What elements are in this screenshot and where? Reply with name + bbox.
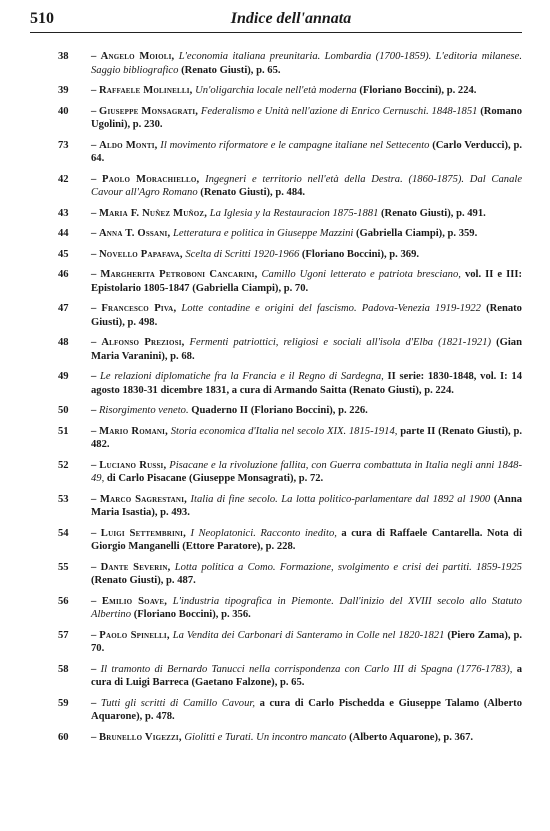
entry-author: Alfonso Preziosi, [101,337,185,348]
index-entry [58,370,522,397]
entry-dash: – [91,731,99,743]
entry-title: Risorgimento veneto. [98,405,189,416]
index-entry [58,493,522,520]
running-title: Indice dell'annata [230,10,352,27]
index-entry [58,105,522,132]
entry-number: 38 [58,51,69,62]
entry-title: Giolitti e Turati. Un incontro mancato [184,731,347,743]
entry-author: Giuseppe Monsagrati, [99,105,199,117]
entry-number: 49 [58,371,69,382]
page-header [30,10,522,33]
entry-title: I Neoplatonici. Racconto inedito, [190,527,337,539]
entry-reviewer-page: a cura di Raffaele Cantarella. Nota di Giorgio Manganelli (Ettore Paratore), p. 228. [91,527,523,552]
entry-number: 57 [58,629,69,641]
entry-reviewer-page: a cura di Carlo Pischedda e Giuseppe Talamo (Alberto Aquarone), p. 478. [91,697,522,722]
entry-number: 60 [58,731,69,743]
entry-dash: – [91,51,101,62]
entry-author: Novello Papafava, [98,248,183,260]
index-entry [58,731,522,745]
entry-author: Anna T. Ossani, [98,228,171,239]
entry-number: 51 [58,425,69,437]
entry-number: 52 [58,459,69,471]
index-entry [58,697,522,724]
entry-reviewer-page: (Piero Zama), p. 70. [91,629,523,654]
entry-reviewer-page: (Renato Giusti), p. 65. [181,64,281,76]
entry-title: Tutti gli scritti di Camillo Cavour, [100,697,255,709]
entry-reviewer-page: (Renato Giusti), p. 491. [381,207,486,219]
entry-title: Il tramonto di Bernardo Tanucci nella corrispondenza con Carlo III di Spagna (1776-1783), [100,663,513,675]
index-entry [58,268,522,295]
entry-title: Scelta di Scritti 1920-1966 [185,248,300,260]
entry-dash: – [91,663,101,675]
entry-title: Camillo Ugoni letterato e patriota bresciano, [261,269,461,280]
entry-dash: – [91,697,101,709]
entry-title: La Iglesia y la Restauracion 1875-1881 [209,207,379,219]
index-entry [58,459,522,486]
entry-title: L'economia italiana preunitaria. Lombardia (1700-1859). L'editoria milanese. Saggio bibliografico [91,51,522,76]
entry-author: Emilio Soave, [101,595,168,607]
index-entry [58,663,522,690]
entry-number: 73 [58,139,69,151]
entry-author: Paolo Morachiello, [102,173,200,185]
entry-reviewer-page: (Carlo Verducci), p. 64. [91,139,523,164]
entry-author: Maria F. Nuñez Muñoz, [98,207,208,219]
entry-reviewer-page: (Floriano Boccini), p. 356. [133,609,251,620]
entry-reviewer-page: (Anna Maria Isastia), p. 493. [91,493,523,518]
entry-title: L'industria tipografica in Piemonte. Dall'inizio del XVIII secolo allo Statuto Albertino [91,595,522,620]
entry-title: Ingegneri e territorio nell'età della Destra. (1860-1875). Dal Canale Cavour all'Agro Romano [91,173,523,198]
entry-number: 53 [58,493,69,505]
index-entry [58,50,522,77]
entry-title: Fermenti patriottici, religiosi e sociali all'isola d'Elba (1821-1921) [189,337,492,348]
entry-number: 59 [58,697,69,709]
entry-author: Brunello Vigezzi, [98,731,182,743]
page-number: 510 [30,10,54,27]
index-entry [58,139,522,166]
entry-dash: – [91,527,101,539]
entry-title: Il movimento riformatore e le campagne italiane nel Settecento [160,139,430,151]
entry-number: 47 [58,303,69,314]
entry-reviewer-page: vol. II e III: Epistolario 1805-1847 (Gabriella Ciampi), p. 70. [91,269,522,294]
entry-title: Lotte contadine e origini del fascismo. Padova-Venezia 1919-1922 [181,303,481,314]
entry-title: Lotta politica a Como. Formazione, svolgimento e crisi dei partiti. 1859-1925 [174,561,522,573]
entry-reviewer-page: II serie: 1830-1848, vol. I: 14 agosto 1830-31 dicembre 1831, a cura di Armando Saitta (Renato Giusti), p. 224. [91,371,522,396]
index-entry [58,527,522,554]
entry-reviewer-page: (Romano Ugolini), p. 230. [91,105,522,130]
entry-reviewer-page: (Floriano Boccini), p. 224. [359,85,477,96]
entry-title: Letteratura e politica in Giuseppe Mazzini [172,228,354,239]
entry-dash: – [91,425,100,437]
entry-number: 48 [58,337,69,348]
entry-number: 58 [58,663,69,675]
entry-reviewer-page: (Gabriella Ciampi), p. 359. [356,228,478,239]
entry-dash: – [91,493,100,505]
entry-author: Raffaele Molinelli, [98,85,193,96]
entry-author: Paolo Spinelli, [99,629,170,641]
entry-dash: – [91,248,99,260]
index-entry [58,425,522,452]
entry-reviewer-page: (Gian Maria Varanini), p. 68. [91,337,522,362]
entry-dash: – [91,269,101,280]
entry-number: 39 [58,85,69,96]
entry-author: Angelo Moioli, [100,51,175,62]
entry-reviewer-page: parte II (Renato Giusti), p. 482. [91,425,523,450]
entry-dash: – [91,629,100,641]
entry-title: La Vendita dei Carbonari di Santeramo in Colle nel 1820-1821 [172,629,445,641]
entry-dash: – [91,228,99,239]
entry-number: 43 [58,207,69,219]
entry-author: Luciano Russi, [99,459,167,471]
entry-dash: – [91,595,102,607]
entry-reviewer-page: di Carlo Pisacane (Giuseppe Monsagrati), p. 72. [106,473,324,484]
entry-number: 42 [58,173,69,185]
entry-dash: – [91,139,100,151]
entry-number: 40 [58,105,69,117]
entry-reviewer-page: (Alberto Aquarone), p. 367. [349,731,474,743]
entry-dash: – [91,371,101,382]
entry-dash: – [91,173,103,185]
entry-author: Marco Sagrestani, [99,493,187,505]
entry-title: Un'oligarchia locale nell'età moderna [195,85,357,96]
entry-author: Francesco Piva, [101,303,177,314]
index-entry [58,227,522,241]
entry-reviewer-page: (Renato Giusti), p. 487. [91,575,196,586]
entry-reviewer-page: Quaderno II (Floriano Boccini), p. 226. [191,405,368,416]
entry-number: 50 [58,405,69,416]
entry-number: 55 [58,561,69,573]
entry-title: Pisacane e la rivoluzione fallita, con Guerra combattuta in Italia negli anni 1848-49, [91,459,522,484]
entry-dash: – [91,561,101,573]
index-entry [58,84,522,98]
entry-author: Mario Romani, [99,425,168,437]
entry-dash: – [91,337,102,348]
index-entry [58,336,522,363]
entry-title: Federalismo e Unità nell'azione di Enrico Cernuschi. 1848-1851 [200,105,478,117]
entry-dash: – [91,85,99,96]
entry-title: Le relazioni diplomatiche fra la Francia e il Regno di Sardegna, [100,371,384,382]
index-entry [58,207,522,221]
index-entry [58,561,522,588]
entry-number: 54 [58,527,69,539]
entry-reviewer-page: (Floriano Boccini), p. 369. [301,248,420,260]
entry-dash: – [91,303,102,314]
entry-number: 46 [58,269,69,280]
entry-number: 45 [58,248,69,260]
entry-author: Luigi Settembrini, [100,527,186,539]
entry-author: Margherita Petroboni Cancarini, [100,269,258,280]
entry-number: 44 [58,228,69,239]
index-entry [58,302,522,329]
entry-reviewer-page: (Renato Giusti), p. 484. [200,187,306,198]
entry-title: Storia economica d'Italia nel secolo XIX. 1815-1914, [170,425,398,437]
entry-author: Aldo Monti, [99,139,158,151]
entry-dash: – [91,105,100,117]
index-entry [58,248,522,262]
index-entry [58,629,522,656]
entry-number: 56 [58,595,69,607]
entry-reviewer-page: (Renato Giusti), p. 498. [91,303,522,328]
index-entry [58,404,522,418]
entry-title: Italia di fine secolo. La lotta politico-parlamentare dal 1892 al 1900 [190,493,491,505]
entry-reviewer-page: a cura di Luigi Barreca (Gaetano Falzone), p. 65. [91,663,522,688]
index-entry [58,173,522,200]
entry-author: Dante Severin, [100,561,171,573]
index-entry [58,595,522,622]
entry-dash: – [91,207,99,219]
index-entries [58,50,522,751]
entry-dash: – [91,405,99,416]
entry-dash: – [91,459,100,471]
